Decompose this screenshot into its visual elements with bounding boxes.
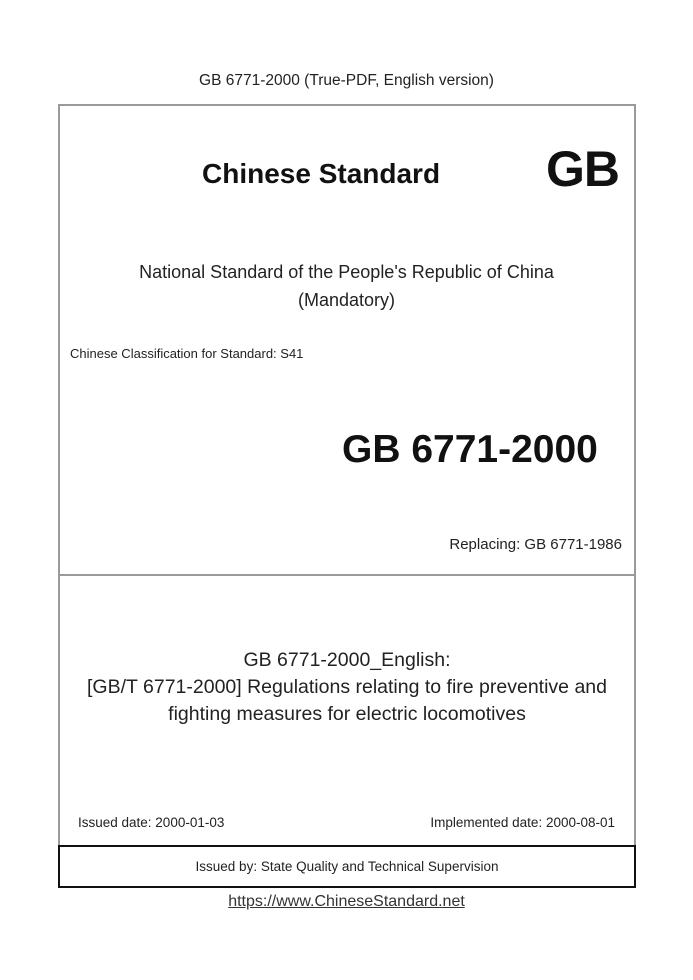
issuer-box bbox=[58, 845, 636, 888]
issuer-text: Issued by: State Quality and Technical Supervision bbox=[195, 859, 499, 874]
national-standard-heading bbox=[0, 258, 693, 314]
implemented-date: Implemented date: 2000-08-01 bbox=[430, 815, 615, 830]
footer-url bbox=[0, 893, 693, 911]
section-divider bbox=[58, 574, 634, 576]
standard-number: GB 6771-2000 bbox=[342, 428, 598, 471]
chinese-standard-label: Chinese Standard bbox=[202, 158, 441, 189]
document-title-line-3: fighting measures for electric locomotives bbox=[168, 703, 526, 725]
document-title-line-1: GB 6771-2000_English: bbox=[243, 649, 451, 671]
replacing-text: Replacing: GB 6771-1986 bbox=[449, 536, 622, 553]
classification-text: Chinese Classification for Standard: S41 bbox=[70, 346, 304, 361]
national-line-2: (Mandatory) bbox=[297, 290, 396, 310]
document-title-line-2: [GB/T 6771-2000] Regulations relating to fire preventive and bbox=[87, 676, 607, 698]
document-title bbox=[58, 647, 636, 728]
national-line-1: National Standard of the People's Republic of China bbox=[139, 262, 554, 282]
page-header-title: GB 6771-2000 (True-PDF, English version) bbox=[199, 72, 494, 89]
cover-frame bbox=[58, 104, 636, 847]
issued-date: Issued date: 2000-01-03 bbox=[78, 815, 225, 830]
website-link[interactable]: https://www.ChineseStandard.net bbox=[228, 893, 465, 910]
gb-logo: GB bbox=[546, 141, 619, 197]
